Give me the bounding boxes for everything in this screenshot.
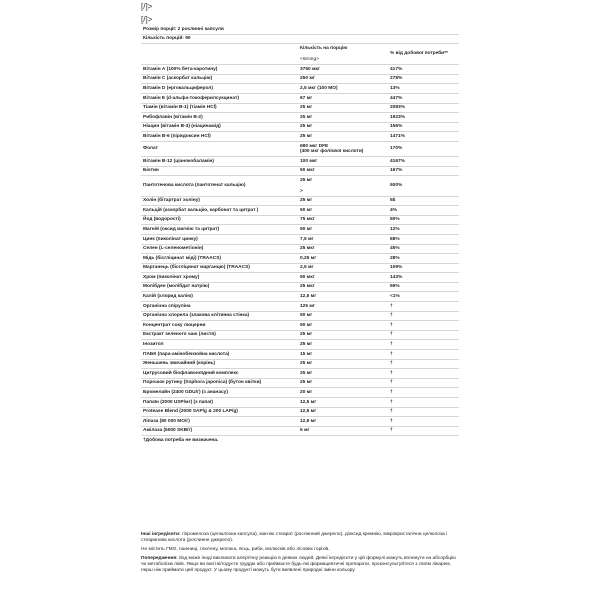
nutrient-name: Бромелайн (2400 GDU/г) (з ананасу) — [141, 388, 298, 398]
nutrient-row — [141, 141, 459, 156]
nutrient-amount: 25 мг — [298, 378, 388, 388]
nutrient-name: Молібден (молібдат натрію) — [141, 282, 298, 292]
nutrient-row — [141, 215, 459, 225]
nutrient-name: Органічна хлорела (злакова клітинна стінка) — [141, 311, 298, 321]
nutrient-amount: 25 мг — [298, 103, 388, 113]
nutrient-daily-value: 28% — [388, 254, 459, 264]
serving-size-row — [141, 25, 459, 34]
nutrient-daily-value: † — [388, 398, 459, 408]
nutrient-daily-value: † — [388, 321, 459, 331]
nutrient-name: Органічна спіруліна — [141, 302, 298, 312]
nutrient-amount: 67 мг — [298, 93, 388, 103]
footnote-row — [141, 436, 459, 445]
nutrient-daily-value: 170% — [388, 141, 459, 156]
nutrient-amount: 50 мг — [298, 206, 388, 216]
nutrient-daily-value: † — [388, 388, 459, 398]
nutrient-name: Холін (бітартрат холіну) — [141, 196, 298, 206]
nutrient-row — [141, 113, 459, 123]
nutrient-daily-value: † — [388, 378, 459, 388]
nutrient-daily-value: 13% — [388, 84, 459, 94]
nutrient-row — [141, 263, 459, 273]
other-ingredients-label: Інші інгредієнти: — [141, 532, 181, 537]
nutrient-name: Біотин — [141, 166, 298, 176]
nutrient-name: Кальцій (аскорбат кальцію, карбонат та цитрат ) — [141, 206, 298, 216]
nutrient-daily-value: 143% — [388, 273, 459, 283]
nutrient-name: Екстракт зеленого чаю (листя) — [141, 330, 298, 340]
header-row — [141, 44, 459, 65]
nutrient-amount: 5 мг — [298, 426, 388, 436]
nutrient-name: ПАБК (пара-амінобензойна кислота) — [141, 350, 298, 360]
nutrient-name: Вітамін D (ергокальциферол) — [141, 84, 298, 94]
nutrient-row — [141, 282, 459, 292]
nutrient-daily-value: † — [388, 417, 459, 427]
nutrient-row — [141, 321, 459, 331]
nutrient-name: Інозитол — [141, 340, 298, 350]
nutrient-daily-value: 156% — [388, 122, 459, 132]
nutrient-daily-value: 5$ — [388, 196, 459, 206]
nutrient-daily-value: 4% — [388, 206, 459, 216]
warning-label: Попередження: — [141, 556, 178, 561]
nutrient-daily-value: 68% — [388, 234, 459, 244]
nutrient-amount: 0,25 мг — [298, 254, 388, 264]
nutrient-row — [141, 350, 459, 360]
other-ingredients-text: гіпромелоза (целюлозна капсула), магнію стеарат (рослинний джерело), діоксид кремнію, мікрокристалічна целюлоза і стеаринова кислота (рослинне джерело). — [141, 532, 448, 543]
nutrient-row — [141, 84, 459, 94]
nutrient-row — [141, 417, 459, 427]
nutrient-row — [141, 132, 459, 142]
nutrient-amount: 12,5 мг — [298, 407, 388, 417]
nutrient-amount: 50 мкг — [298, 166, 388, 176]
nutrient-daily-value: 12% — [388, 225, 459, 235]
nutrient-daily-value: † — [388, 302, 459, 312]
nutrient-name: Порошок рутину (Sophora japonica) (бутон квітки) — [141, 378, 298, 388]
nutrient-daily-value: 56% — [388, 282, 459, 292]
nutrient-row — [141, 65, 459, 75]
nutrient-daily-value: † — [388, 340, 459, 350]
nutrient-name: Вітамін Е (d-альфа-токоферилсукцинат) — [141, 93, 298, 103]
nutrient-daily-value: 1471% — [388, 132, 459, 142]
nutrient-name: Концентрат соку люцерни — [141, 321, 298, 331]
nutrient-row — [141, 407, 459, 417]
nutrient-name: Селен (L-селенометіонін) — [141, 244, 298, 254]
nutrient-name: Ліпаза (80 000 МО/г) — [141, 417, 298, 427]
nutrient-daily-value: 4167% — [388, 156, 459, 166]
nutrient-row — [141, 122, 459, 132]
nutrient-name: Ніацин (вітамін В-3) (ніацинамід) — [141, 122, 298, 132]
nutrient-amount: 50 мкг — [298, 273, 388, 283]
nutrient-row — [141, 166, 459, 176]
supplement-facts-table — [141, 25, 459, 445]
nutrient-row — [141, 388, 459, 398]
nutrient-amount: 100 мкг — [298, 156, 388, 166]
nutrient-name: Магній (оксид магнію та цитрат) — [141, 225, 298, 235]
nutrient-amount: 7,5 мг — [298, 234, 388, 244]
nutrient-amount: 12,5 мг — [298, 292, 388, 302]
nutrient-row — [141, 225, 459, 235]
nutrient-name: Калій (хлорид калію) — [141, 292, 298, 302]
nutrient-row — [141, 340, 459, 350]
nutrient-row — [141, 359, 459, 369]
nutrient-amount: 25 мг — [298, 132, 388, 142]
nutrient-amount: 20 мг — [298, 388, 388, 398]
nutrient-name: Тіамін (вітамін В-1) (тіамін HCl) — [141, 103, 298, 113]
nutrient-amount: 25 мг — [298, 122, 388, 132]
nutrient-amount: 250 мг — [298, 74, 388, 84]
nutrient-daily-value: 45% — [388, 244, 459, 254]
stray-markup-text: [/]> — [141, 15, 153, 24]
nutrient-row — [141, 378, 459, 388]
notes-section — [141, 532, 459, 577]
nutrient-row — [141, 103, 459, 113]
nutrient-daily-value: † — [388, 330, 459, 340]
nutrient-name: Цитрусовий біофлавоноїдний комплекс — [141, 369, 298, 379]
nutrient-amount: 25 мг — [298, 369, 388, 379]
nutrient-daily-value: † — [388, 311, 459, 321]
servings-count: Кількість порцій: 90 — [141, 34, 459, 44]
nutrient-row — [141, 398, 459, 408]
nutrient-name: Женьшень звичайний (корінь) — [141, 359, 298, 369]
nutrient-daily-value: 278% — [388, 74, 459, 84]
nutrient-name: Рибофлавін (вітамін В-2) — [141, 113, 298, 123]
nutrient-name: Пантотенова кислота (пантотенат кальцію) — [141, 176, 298, 196]
servings-count-row — [141, 34, 459, 44]
nutrient-amount: 50 мг — [298, 321, 388, 331]
nutrient-daily-value: † — [388, 407, 459, 417]
nutrient-amount: 2,5 мкг (100 МО) — [298, 84, 388, 94]
nutrient-amount: 12,5 мг — [298, 417, 388, 427]
footnote: †Добова потреба не визначена. — [143, 437, 219, 443]
nutrient-row — [141, 244, 459, 254]
nutrient-daily-value: † — [388, 359, 459, 369]
nutrient-amount: 50 мг — [298, 311, 388, 321]
nutrient-name: Хром (пиколінат хрому) — [141, 273, 298, 283]
nutrient-daily-value: 2083% — [388, 103, 459, 113]
nutrient-amount: 3750 мкг — [298, 65, 388, 75]
nutrient-daily-value: 167% — [388, 166, 459, 176]
nutrient-name: Йод (водорості) — [141, 215, 298, 225]
nutrient-name: Папаїн (2000 USP/мг) (з папаї) — [141, 398, 298, 408]
nutrient-amount: 125 мг — [298, 302, 388, 312]
nutrient-daily-value: 500% — [388, 176, 459, 196]
nutrient-amount: 25 мг > — [298, 176, 388, 196]
nutrient-name: Вітамін В-6 (піридоксин HCl) — [141, 132, 298, 142]
nutrient-name: Марганець (бісгліцинат марганцю) (TRAACS) — [141, 263, 298, 273]
nutrient-row — [141, 302, 459, 312]
nutrient-amount: 12,5 мг — [298, 398, 388, 408]
nutrient-row — [141, 93, 459, 103]
amount-header — [298, 44, 388, 65]
nutrient-name: Фолат — [141, 141, 298, 156]
nutrient-daily-value: <1% — [388, 292, 459, 302]
nutrient-amount: 50 мг — [298, 225, 388, 235]
nutrient-row — [141, 369, 459, 379]
nutrient-daily-value: 50% — [388, 215, 459, 225]
header-empty — [141, 44, 298, 65]
nutrient-name: Цинк (пиколінат цинку) — [141, 234, 298, 244]
nutrient-amount: 25 мг — [298, 196, 388, 206]
nutrient-daily-value: 447% — [388, 93, 459, 103]
nutrient-row — [141, 196, 459, 206]
amount-header-label: Кількість на порцію — [300, 45, 348, 51]
warning — [141, 556, 459, 574]
nutrient-amount: 75 мкг — [298, 215, 388, 225]
nutrient-name: Protease Blend (2000 SAP/g & 200 LAP/g) — [141, 407, 298, 417]
nutrient-row — [141, 206, 459, 216]
nutrient-name: Вітамін А (100% бета-каротину) — [141, 65, 298, 75]
nutrient-row — [141, 254, 459, 264]
nutrient-amount: 25 мкг — [298, 282, 388, 292]
nutrient-amount: 25 мг — [298, 113, 388, 123]
nutrient-daily-value: † — [388, 426, 459, 436]
nutrient-row — [141, 234, 459, 244]
nutrient-name: Вітамін В-12 (ціанокобаламін) — [141, 156, 298, 166]
warning-text: йод може іноді викликати алергічну реакцію в деяких людей. Деякі інгредієнти у цій формулі можуть вплинути на абсорбцію чи метаболізм ліків. Якщо ви вагітні/годуєте груддю або приймаєте будь-які фармацевтичні препарати, проконсультуйтеся з своїм лікарем, перш ніж приймати цей продукт. У цьому продукті можуть бути виявлені природні зміни кольору. — [141, 556, 456, 573]
free-from-statement: Не містить ГМО, пшениці, глютену, молока, яєць, риби, молюсків або лісових горіхів. — [141, 547, 330, 552]
nutrient-amount: 25 мг — [298, 330, 388, 340]
nutrient-daily-value: † — [388, 369, 459, 379]
nutrient-name: Амілаза (5000 SKB/г) — [141, 426, 298, 436]
nutrient-amount: 25 мг — [298, 340, 388, 350]
nutrient-daily-value: 417% — [388, 65, 459, 75]
stray-markup-text: [/]> — [141, 2, 153, 11]
nutrient-row — [141, 176, 459, 196]
nutrient-name: Вітамін С (аскорбат кальцію) — [141, 74, 298, 84]
nutrient-row — [141, 156, 459, 166]
serving-size: Розмір порції: 2 рослинні капсули — [141, 25, 459, 34]
daily-value-header: % від добової потреби** — [388, 44, 459, 65]
nutrient-amount: 15 мг — [298, 350, 388, 360]
nutrient-amount: 25 мкг — [298, 244, 388, 254]
nutrient-daily-value: 109% — [388, 263, 459, 273]
nutrient-amount: 680 мкг DFE (400 мкг фолієвої кислоти) — [298, 141, 388, 156]
nutrient-row — [141, 426, 459, 436]
nutrient-amount: 25 мг — [298, 359, 388, 369]
nutrient-daily-value: 1923% — [388, 113, 459, 123]
nutrient-name: Мідь (бісгліцинат міді) (TRAACS) — [141, 254, 298, 264]
nutrient-row — [141, 311, 459, 321]
nutrient-row — [141, 273, 459, 283]
amount-header-sub: <strong> — [300, 57, 319, 63]
nutrient-daily-value: † — [388, 350, 459, 360]
other-ingredients — [141, 532, 459, 544]
nutrient-row — [141, 74, 459, 84]
nutrient-row — [141, 330, 459, 340]
nutrient-amount: 2,5 мг — [298, 263, 388, 273]
nutrient-row — [141, 292, 459, 302]
